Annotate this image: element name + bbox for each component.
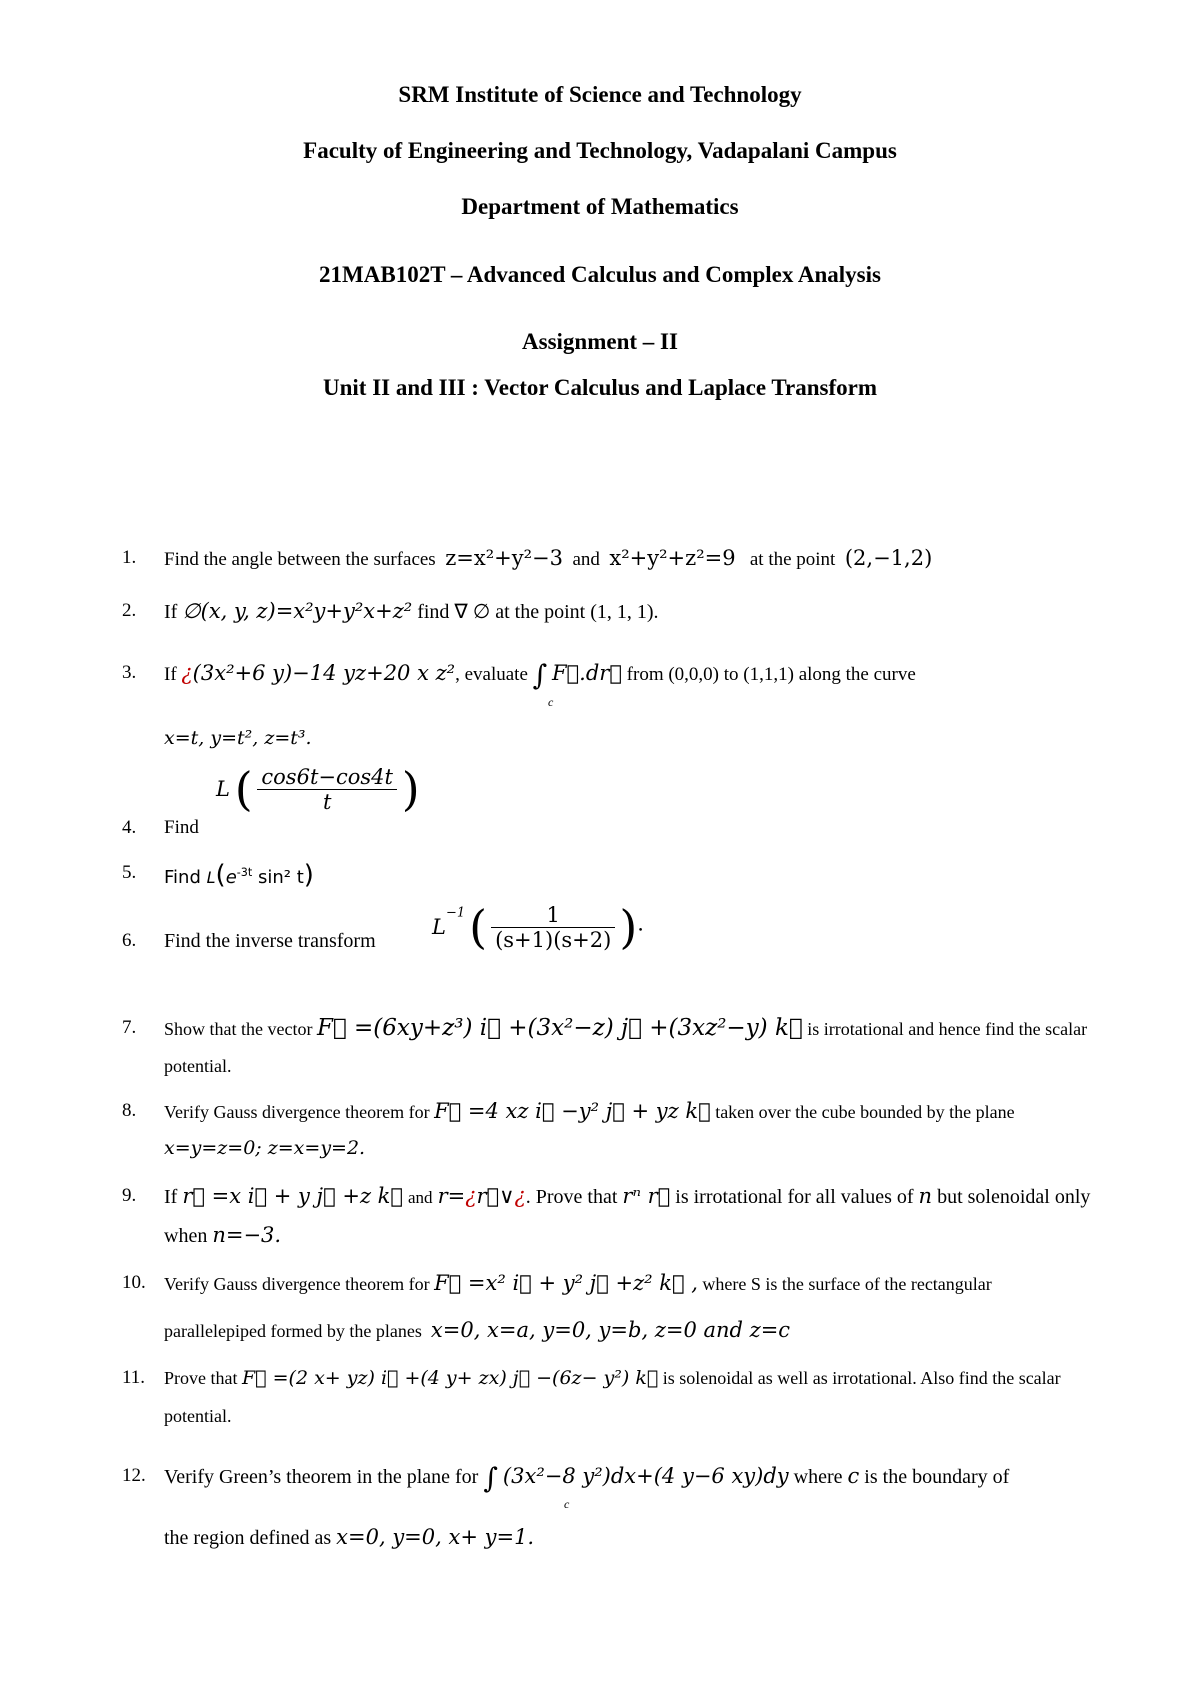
math-expression: r⃗ =x i⃗ + y j⃗ +z k⃗ [182,1184,404,1208]
math-expression: r⃗∨ [476,1184,515,1208]
fraction [491,903,615,952]
math-expression: x=0, x=a, y=0, y=b, z=0 and z=c [430,1318,791,1342]
question-text: Verify Gauss divergence theorem for [164,1274,430,1294]
question-text: potential. [164,1056,232,1076]
paren-left: ( [215,860,226,890]
institute-title: SRM Institute of Science and Technology [398,82,802,107]
math-expression: c [847,1464,860,1488]
question-number: 8. [122,1100,137,1121]
math-expression: x=t, y=t², z=t³. [164,727,312,749]
question-text: is the boundary of [864,1466,1010,1488]
laplace-symbol: L [216,777,230,801]
question-text: find ∇ ∅ at the point (1, 1, 1). [417,601,659,623]
integral-sign: ∫ [532,658,548,692]
fraction-numerator: cos6t−cos4t [257,765,397,790]
question-text: and [408,1188,433,1207]
math-expression: n [918,1184,933,1208]
math-symbol: ¿ [181,661,193,685]
question-text: If [164,601,178,623]
question-number: 12. [122,1465,146,1486]
math-expression: rⁿ r⃗ [622,1184,671,1208]
fraction-denominator: (s+1)(s+2) [495,927,612,952]
question-number: 1. [122,547,137,568]
faculty-title: Faculty of Engineering and Technology, Vadapalani Campus [303,138,897,163]
question-text: Prove that [164,1368,238,1388]
question-number: 7. [122,1017,137,1038]
math-expression: x²+y²+z²=9 [609,546,736,570]
math-symbol: ¿ [465,1184,477,1208]
question-text: where S is the surface of the rectangular [702,1274,992,1294]
math-expression: F⃗ =(6xy+z³) i⃗ +(3x²−z) j⃗ +(3xz²−y) k⃗ [316,1015,803,1041]
math-expression: F⃗ =4 xz i⃗ −y² j⃗ + yz k⃗ [434,1099,711,1123]
question-text: Verify Gauss divergence theorem for [164,1102,430,1122]
math-expression: F⃗.dr⃗ [551,661,622,685]
question-text: the region defined as [164,1527,332,1549]
math-expression: ∅(x, y, z)=x²y+y²x+z² [182,599,413,623]
question-text: when [164,1225,208,1247]
math-symbol: ¿ [514,1184,526,1208]
question-number: 11. [122,1367,146,1388]
question-text: is irrotational and hence find the scalar [807,1019,1088,1039]
question-number: 5. [122,862,137,883]
question-number: 2. [122,600,137,621]
question-text: Verify Green’s theorem in the plane for [164,1466,479,1488]
question-text: potential. [164,1406,232,1426]
question-text: at the point [749,549,836,570]
fraction [257,765,397,814]
math-expression: x=y=z=0; z=x=y=2. [164,1137,366,1159]
inverse-laplace-expression [432,900,644,954]
paren-right: ) [303,860,314,890]
fraction-numerator: 1 [491,903,615,928]
question-number: 9. [122,1185,137,1206]
question-text: If [164,1186,178,1208]
paren-right: ) [619,900,638,954]
question-number: 3. [122,662,137,683]
math-exponent: −1 [445,905,466,921]
question-text: is solenoidal as well as irrotational. Also find the scalar [662,1368,1061,1388]
math-expression: z=x²+y²−3 [445,546,563,570]
department-title: Department of Mathematics [461,194,739,219]
period: . [637,911,644,936]
laplace-symbol: L [206,868,216,887]
paren-right: ) [401,762,420,816]
question-text: where [793,1466,843,1488]
question-text: and [572,549,600,570]
math-expression: e [225,867,237,888]
laplace-expression [216,762,420,816]
course-title: 21MAB102T – Advanced Calculus and Complex Analysis [319,262,881,287]
question-text: . Prove that [525,1186,618,1208]
question-number: 10. [122,1272,146,1293]
question-text: taken over the cube bounded by the plane [715,1102,1015,1122]
math-expression: x=0, y=0, x+ y=1. [336,1525,535,1549]
integral-sign: ∫ [483,1461,498,1495]
question-continuation [164,1318,790,1342]
question-text: Find [164,817,199,838]
math-expression: (3x²−8 y²)dx+(4 y−6 xy)dy [502,1464,789,1488]
question-number: 4. [122,817,137,838]
fraction-denominator: t [322,789,332,814]
question-text: Find the angle between the surfaces [164,549,436,570]
math-expression: r= [437,1184,466,1208]
math-expression: n=−3. [212,1223,282,1247]
question-text: , evaluate [455,664,528,685]
question-text: but solenoidal only [937,1186,1091,1208]
unit-title: Unit II and III : Vector Calculus and Laplace Transform [323,375,877,400]
question-continuation [164,1525,534,1550]
math-exponent: -3t [236,866,253,879]
question-text: is irrotational for all values of [675,1186,914,1208]
question-continuation [164,1223,281,1248]
question-text: parallelepiped formed by the planes [164,1321,422,1341]
integral-subscript: c [564,1497,570,1511]
laplace-symbol: L [432,915,446,939]
paren-left: ( [234,762,253,816]
math-expression: (2,−1,2) [844,546,933,570]
math-expression: (3x²+6 y)−14 yz+20 x z² [192,661,456,685]
question-text: from (0,0,0) to (1,1,1) along the curve [626,664,916,685]
question-text: Find the inverse transform [164,930,376,952]
integral-subscript: c [548,695,554,709]
assignment-title: Assignment – II [522,329,678,354]
math-expression: F⃗ =(2 x+ yz) i⃗ +(4 y+ zx) j⃗ −(6z− y²) k⃗ [242,1367,659,1389]
question-text: Show that the vector [164,1019,313,1039]
math-expression: sin² t [252,867,304,888]
question-text: Find [164,867,201,888]
question-number: 6. [122,930,137,951]
math-expression: F⃗ =x² i⃗ + y² j⃗ +z² k⃗ , [434,1271,698,1295]
question-text: If [164,664,177,685]
paren-left: ( [469,900,488,954]
